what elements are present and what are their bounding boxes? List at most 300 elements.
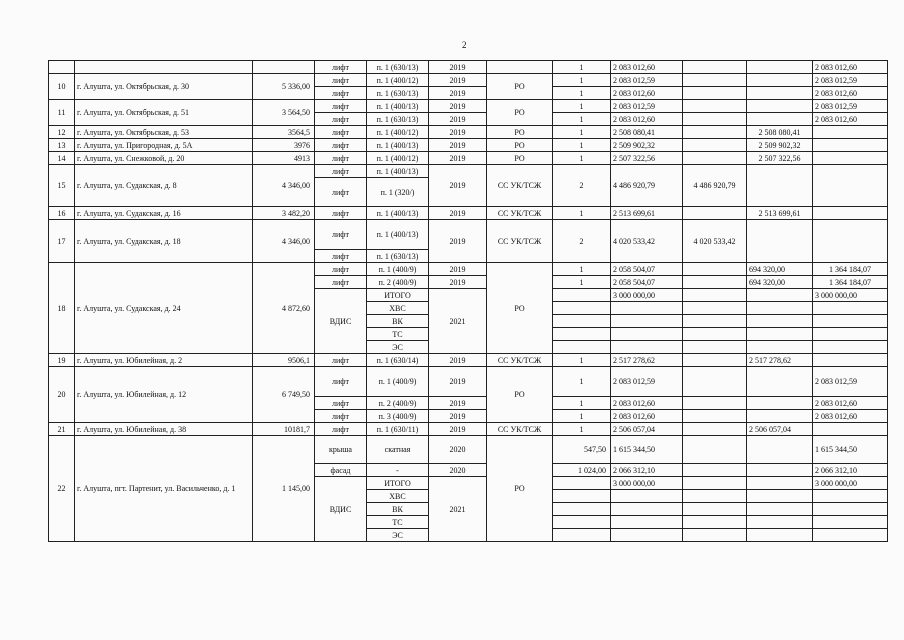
table-row [49,207,888,220]
work-subtype-cell: п. 1 (400/13) [367,100,429,113]
budget-cell [813,354,888,367]
method-cell: РО [487,100,553,126]
budget-cell [813,302,888,315]
regional-fund-cell: 2 509 902,32 [747,139,813,152]
work-type-cell: лифт [315,397,367,410]
table-row [49,139,888,152]
quantity-cell: 1 [553,87,611,100]
work-subtype-cell: ХВС [367,302,429,315]
total-cost-cell: 2 058 504,07 [611,276,683,289]
owners-funds-cell [683,516,747,529]
total-cost-cell: 2 066 312,10 [611,464,683,477]
quantity-cell [553,490,611,503]
quantity-cell: 1 [553,139,611,152]
address-cell: г. Алушта, ул. Судакская, д. 16 [75,207,253,220]
budget-cell [813,328,888,341]
address-cell: г. Алушта, ул. Пригородная, д. 5А [75,139,253,152]
row-number: 12 [49,126,75,139]
budget-cell [813,152,888,165]
total-cost-cell: 2 508 080,41 [611,126,683,139]
year-cell: 2019 [429,410,487,423]
total-cost-cell: 1 615 344,50 [611,436,683,464]
budget-cell [813,126,888,139]
owners-funds-cell [683,87,747,100]
method-cell: РО [487,152,553,165]
work-subtype-cell: п. 1 (320/) [367,178,429,207]
table-row [49,436,888,464]
owners-funds-cell: 4 486 920,79 [683,165,747,207]
regional-fund-cell [747,464,813,477]
year-cell: 2019 [429,165,487,207]
address-cell: г. Алушта, ул. Юбилейная, д. 12 [75,367,253,423]
budget-cell [813,207,888,220]
regional-fund-cell [747,516,813,529]
area-cell: 3 482,20 [253,207,315,220]
regional-fund-cell: 2 507 322,56 [747,152,813,165]
total-cost-cell [611,341,683,354]
total-cost-cell: 2 517 278,62 [611,354,683,367]
work-type-cell: лифт [315,220,367,250]
work-type-cell: лифт [315,250,367,263]
regional-fund-cell [747,529,813,542]
work-subtype-cell: ЭС [367,341,429,354]
regional-fund-cell [747,74,813,87]
quantity-cell [553,315,611,328]
work-subtype-cell: п. 1 (400/13) [367,165,429,178]
year-cell: 2019 [429,263,487,276]
work-type-cell: лифт [315,410,367,423]
table-row [49,126,888,139]
work-subtype-cell: п. 1 (630/13) [367,61,429,74]
area-cell: 4913 [253,152,315,165]
quantity-cell: 1 [553,410,611,423]
total-cost-cell [611,529,683,542]
total-cost-cell: 2 083 012,59 [611,74,683,87]
year-cell: 2021 [429,289,487,354]
area-cell: 3564,5 [253,126,315,139]
year-cell: 2019 [429,61,487,74]
work-subtype-cell: п. 1 (400/13) [367,220,429,250]
work-type-cell: ВДИС [315,289,367,354]
table-row [49,354,888,367]
work-subtype-cell: - [367,464,429,477]
year-cell: 2019 [429,152,487,165]
regional-fund-cell: 694 320,00 [747,263,813,276]
total-cost-cell: 4 020 533,42 [611,220,683,263]
method-cell: СС УК/ТСЖ [487,207,553,220]
work-subtype-cell: ИТОГО [367,477,429,490]
row-number: 10 [49,74,75,100]
budget-cell [813,490,888,503]
work-subtype-cell: п. 2 (400/9) [367,276,429,289]
address-cell: г. Алушта, ул. Судакская, д. 24 [75,263,253,354]
year-cell: 2020 [429,464,487,477]
budget-cell: 3 000 000,00 [813,477,888,490]
year-cell: 2019 [429,220,487,263]
owners-funds-cell [683,410,747,423]
table-row [49,263,888,276]
work-type-cell: лифт [315,152,367,165]
total-cost-cell: 4 486 920,79 [611,165,683,207]
budget-cell: 1 364 184,07 [813,263,888,276]
row-number: 11 [49,100,75,126]
regional-fund-cell [747,61,813,74]
year-cell: 2019 [429,87,487,100]
row-number: 20 [49,367,75,423]
work-subtype-cell: п. 2 (400/9) [367,397,429,410]
regional-fund-cell [747,315,813,328]
work-subtype-cell: ТС [367,516,429,529]
total-cost-cell: 2 083 012,60 [611,113,683,126]
work-type-cell: фасад [315,464,367,477]
year-cell: 2019 [429,207,487,220]
owners-funds-cell [683,207,747,220]
quantity-cell: 1 [553,354,611,367]
budget-cell: 2 083 012,60 [813,87,888,100]
work-type-cell: лифт [315,263,367,276]
area-cell: 3 564,50 [253,100,315,126]
budget-cell: 2 083 012,59 [813,100,888,113]
budget-cell: 2 083 012,60 [813,397,888,410]
method-cell: РО [487,139,553,152]
budget-cell: 2 083 012,59 [813,74,888,87]
row-number: 15 [49,165,75,207]
total-cost-cell [611,315,683,328]
total-cost-cell: 2 083 012,59 [611,100,683,113]
work-subtype-cell: п. 1 (400/12) [367,74,429,87]
work-subtype-cell: п. 1 (400/9) [367,263,429,276]
total-cost-cell: 2 509 902,32 [611,139,683,152]
area-cell: 4 346,00 [253,220,315,263]
row-number: 22 [49,436,75,542]
area-cell: 3976 [253,139,315,152]
owners-funds-cell [683,263,747,276]
work-subtype-cell: ТС [367,328,429,341]
year-cell: 2019 [429,276,487,289]
quantity-cell [553,477,611,490]
owners-funds-cell [683,436,747,464]
area-cell: 5 336,00 [253,74,315,100]
owners-funds-cell [683,423,747,436]
work-type-cell: лифт [315,87,367,100]
row-number: 18 [49,263,75,354]
work-type-cell: лифт [315,367,367,397]
budget-cell: 2 066 312,10 [813,464,888,477]
work-type-cell: ВДИС [315,477,367,542]
owners-funds-cell [683,302,747,315]
year-cell: 2019 [429,139,487,152]
year-cell: 2019 [429,74,487,87]
owners-funds-cell [683,113,747,126]
work-subtype-cell: ЭС [367,529,429,542]
work-subtype-cell: п. 1 (630/14) [367,354,429,367]
work-type-cell: лифт [315,354,367,367]
work-type-cell: лифт [315,126,367,139]
work-subtype-cell: ВК [367,315,429,328]
quantity-cell [553,503,611,516]
year-cell: 2019 [429,423,487,436]
total-cost-cell: 2 513 699,61 [611,207,683,220]
address-cell: г. Алушта, ул. Октябрьская, д. 30 [75,74,253,100]
quantity-cell: 1 [553,113,611,126]
regional-fund-cell [747,477,813,490]
method-cell: РО [487,126,553,139]
method-cell: СС УК/ТСЖ [487,220,553,263]
area-cell: 6 749,50 [253,367,315,423]
total-cost-cell [611,516,683,529]
method-cell [487,61,553,74]
owners-funds-cell [683,529,747,542]
table-row [49,423,888,436]
quantity-cell: 1 [553,100,611,113]
total-cost-cell: 2 083 012,60 [611,87,683,100]
owners-funds-cell [683,341,747,354]
work-subtype-cell: п. 3 (400/9) [367,410,429,423]
address-cell: г. Алушта, ул. Юбилейная, д. 2 [75,354,253,367]
owners-funds-cell [683,490,747,503]
row-number: 21 [49,423,75,436]
method-cell: СС УК/ТСЖ [487,423,553,436]
owners-funds-cell [683,61,747,74]
regional-fund-cell [747,490,813,503]
owners-funds-cell [683,328,747,341]
regional-fund-cell [747,328,813,341]
work-subtype-cell: ИТОГО [367,289,429,302]
year-cell: 2020 [429,436,487,464]
address-cell: г. Алушта, пгт. Партенит, ул. Васильченко, д. 1 [75,436,253,542]
total-cost-cell: 3 000 000,00 [611,477,683,490]
regional-fund-cell [747,289,813,302]
total-cost-cell: 2 083 012,60 [611,410,683,423]
work-subtype-cell: скатная [367,436,429,464]
work-subtype-cell: п. 1 (630/13) [367,87,429,100]
regional-fund-cell [747,367,813,397]
method-cell: РО [487,263,553,354]
quantity-cell [553,529,611,542]
quantity-cell: 2 [553,165,611,207]
regional-fund-cell: 2 506 057,04 [747,423,813,436]
regional-fund-cell: 2 513 699,61 [747,207,813,220]
quantity-cell: 1 [553,126,611,139]
regional-fund-cell [747,503,813,516]
work-type-cell: лифт [315,276,367,289]
method-cell: РО [487,367,553,423]
page-number: 2 [462,40,467,50]
total-cost-cell: 2 506 057,04 [611,423,683,436]
table-row [49,100,888,113]
regional-fund-cell [747,410,813,423]
address-cell: г. Алушта, ул. Судакская, д. 18 [75,220,253,263]
owners-funds-cell [683,289,747,302]
table-row [49,165,888,178]
method-cell: СС УК/ТСЖ [487,354,553,367]
area-cell: 10181,7 [253,423,315,436]
budget-cell: 3 000 000,00 [813,289,888,302]
budget-cell: 2 083 012,60 [813,113,888,126]
quantity-cell [553,328,611,341]
work-type-cell: лифт [315,61,367,74]
row-number: 13 [49,139,75,152]
quantity-cell: 547,50 [553,436,611,464]
total-cost-cell: 2 058 504,07 [611,263,683,276]
table-row [49,367,888,397]
total-cost-cell [611,328,683,341]
quantity-cell: 1 [553,61,611,74]
quantity-cell: 1 [553,276,611,289]
owners-funds-cell [683,464,747,477]
area-cell: 4 346,00 [253,165,315,207]
regional-fund-cell: 2 517 278,62 [747,354,813,367]
quantity-cell [553,289,611,302]
owners-funds-cell [683,152,747,165]
work-type-cell: лифт [315,207,367,220]
regional-fund-cell [747,397,813,410]
owners-funds-cell [683,367,747,397]
owners-funds-cell [683,503,747,516]
row-number: 17 [49,220,75,263]
quantity-cell: 1 [553,397,611,410]
table-row [49,61,888,74]
address-cell: г. Алушта, ул. Судакская, д. 8 [75,165,253,207]
regional-fund-cell [747,302,813,315]
table-row [49,74,888,87]
budget-cell: 1 615 344,50 [813,436,888,464]
work-type-cell: лифт [315,100,367,113]
method-cell: РО [487,74,553,100]
work-type-cell: лифт [315,113,367,126]
owners-funds-cell [683,477,747,490]
owners-funds-cell [683,74,747,87]
year-cell: 2019 [429,100,487,113]
work-subtype-cell: п. 1 (400/9) [367,367,429,397]
regional-fund-cell: 694 320,00 [747,276,813,289]
work-type-cell: лифт [315,165,367,178]
regional-fund-cell [747,341,813,354]
total-cost-cell: 2 507 322,56 [611,152,683,165]
quantity-cell: 1 [553,207,611,220]
quantity-cell: 1 024,00 [553,464,611,477]
quantity-cell [553,516,611,529]
regional-fund-cell [747,87,813,100]
row-number: 16 [49,207,75,220]
work-subtype-cell: п. 1 (400/12) [367,126,429,139]
area-cell: 4 872,60 [253,263,315,354]
year-cell: 2019 [429,113,487,126]
work-type-cell: лифт [315,178,367,207]
work-subtype-cell: п. 1 (400/13) [367,207,429,220]
work-subtype-cell: п. 1 (400/12) [367,152,429,165]
row-number: 14 [49,152,75,165]
owners-funds-cell [683,397,747,410]
budget-cell [813,423,888,436]
quantity-cell: 1 [553,423,611,436]
budget-cell [813,315,888,328]
budget-cell: 2 083 012,59 [813,367,888,397]
budget-cell: 2 083 012,60 [813,61,888,74]
work-subtype-cell: п. 1 (630/13) [367,250,429,263]
work-type-cell: лифт [315,423,367,436]
regional-fund-cell [747,436,813,464]
budget-cell: 1 364 184,07 [813,276,888,289]
area-cell: 1 145,00 [253,436,315,542]
work-subtype-cell: п. 1 (630/13) [367,113,429,126]
year-cell: 2019 [429,367,487,397]
budget-cell [813,139,888,152]
regional-fund-cell: 2 508 080,41 [747,126,813,139]
address-cell: г. Алушта, ул. Снежковой, д. 20 [75,152,253,165]
method-cell: РО [487,436,553,542]
owners-funds-cell [683,139,747,152]
budget-cell [813,341,888,354]
total-cost-cell: 2 083 012,59 [611,367,683,397]
total-cost-cell: 2 083 012,60 [611,61,683,74]
address-cell: г. Алушта, ул. Юбилейная, д. 38 [75,423,253,436]
regional-fund-cell [747,220,813,263]
work-subtype-cell: п. 1 (400/13) [367,139,429,152]
total-cost-cell [611,503,683,516]
capital-repair-table [48,60,888,542]
total-cost-cell [611,490,683,503]
budget-cell [813,516,888,529]
area-cell [253,61,315,74]
year-cell: 2019 [429,126,487,139]
work-type-cell: лифт [315,139,367,152]
area-cell: 9506,1 [253,354,315,367]
quantity-cell [553,302,611,315]
quantity-cell [553,341,611,354]
table-row [49,220,888,250]
budget-cell [813,165,888,207]
budget-cell [813,220,888,263]
budget-cell: 2 083 012,60 [813,410,888,423]
regional-fund-cell [747,113,813,126]
quantity-cell: 1 [553,152,611,165]
quantity-cell: 1 [553,367,611,397]
year-cell: 2019 [429,354,487,367]
work-subtype-cell: ВК [367,503,429,516]
budget-cell [813,529,888,542]
owners-funds-cell [683,100,747,113]
work-type-cell: лифт [315,74,367,87]
work-type-cell: крыша [315,436,367,464]
total-cost-cell: 2 083 012,60 [611,397,683,410]
owners-funds-cell [683,276,747,289]
quantity-cell: 1 [553,74,611,87]
work-subtype-cell: п. 1 (630/11) [367,423,429,436]
regional-fund-cell [747,165,813,207]
total-cost-cell: 3 000 000,00 [611,289,683,302]
year-cell: 2021 [429,477,487,542]
year-cell: 2019 [429,397,487,410]
address-cell: г. Алушта, ул. Октябрьская, д. 51 [75,100,253,126]
owners-funds-cell: 4 020 533,42 [683,220,747,263]
address-cell [75,61,253,74]
row-number [49,61,75,74]
quantity-cell: 2 [553,220,611,263]
owners-funds-cell [683,354,747,367]
address-cell: г. Алушта, ул. Октябрьская, д. 53 [75,126,253,139]
regional-fund-cell [747,100,813,113]
row-number: 19 [49,354,75,367]
work-subtype-cell: ХВС [367,490,429,503]
budget-cell [813,503,888,516]
quantity-cell: 1 [553,263,611,276]
owners-funds-cell [683,126,747,139]
total-cost-cell [611,302,683,315]
owners-funds-cell [683,315,747,328]
method-cell: СС УК/ТСЖ [487,165,553,207]
table-row [49,152,888,165]
